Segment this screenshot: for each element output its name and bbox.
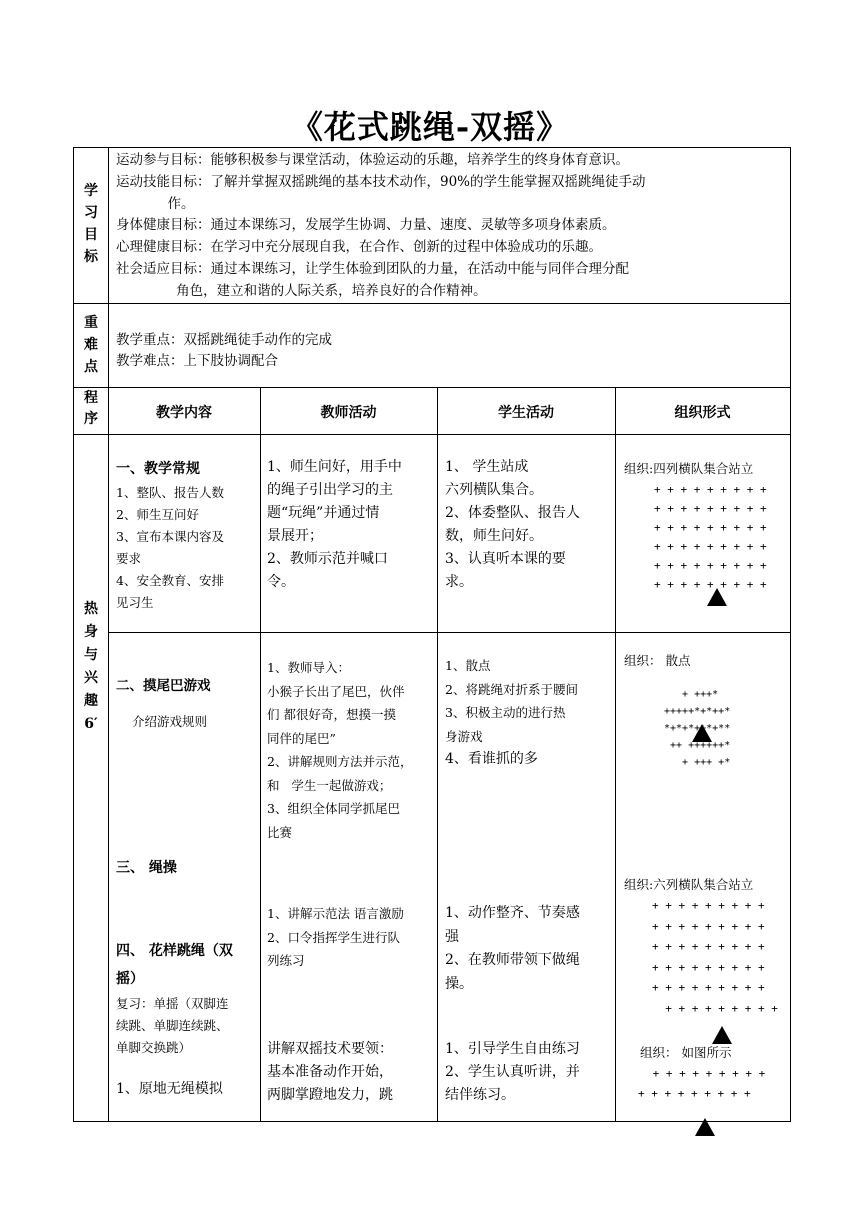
formation-row: + + + + + + + + + bbox=[652, 960, 765, 974]
formation-row: + + + + + + + + + bbox=[654, 521, 767, 534]
list-item: 2、口令指挥学生进行队 bbox=[267, 929, 400, 945]
col-divider bbox=[437, 387, 438, 1122]
formation-row: + + + + + + + + + bbox=[646, 1067, 766, 1080]
list-item: 4、安全教育、安排 bbox=[116, 573, 224, 588]
row4-teacher bbox=[267, 1038, 435, 1107]
list-item: 要求 bbox=[116, 551, 142, 566]
objectives-label: 学习目标 bbox=[84, 183, 98, 265]
row2-student bbox=[445, 654, 613, 772]
list-item: 题“玩绳”并通过情 bbox=[267, 505, 380, 521]
key-point-line: 教学重点：双摇跳绳徒手动作的完成 bbox=[116, 332, 332, 348]
list-item: 3、宣布本课内容及 bbox=[116, 529, 224, 544]
formation-row: +++++*+*++* bbox=[664, 706, 731, 717]
row4-content bbox=[116, 937, 258, 1100]
warmup-label: 热身与兴趣6′ bbox=[84, 601, 98, 732]
formation-row: + + + + + + + + + bbox=[638, 1087, 751, 1100]
formation-row: + +++ +* bbox=[664, 757, 731, 768]
section-subtitle: 介绍游戏规则 bbox=[132, 714, 208, 729]
list-item: 列练习 bbox=[267, 953, 305, 968]
formation-row: + + + + + + + + + bbox=[652, 919, 765, 933]
list-item: 的绳子引出学习的主 bbox=[267, 482, 393, 498]
list-item: 身游戏 bbox=[445, 728, 483, 744]
formation-row: + + + + + + + + + bbox=[654, 483, 767, 496]
list-item: 同伴的尾巴” bbox=[267, 730, 336, 746]
list-item: 2、讲解规则方法并示范， bbox=[267, 754, 413, 769]
list-item: 讲解双摇技术要领： bbox=[267, 1041, 393, 1057]
list-item: 1、引导学生自由练习 bbox=[445, 1041, 580, 1057]
teacher-position-icon bbox=[707, 588, 727, 606]
list-item: 1、师生问好，用手中 bbox=[267, 459, 402, 475]
objective-line: 运动参与目标：能够积极参与课堂活动，体验运动的乐趣，培养学生的终身体育意识。 bbox=[116, 152, 629, 168]
header-organization: 组织形式 bbox=[674, 405, 731, 421]
list-item: 2、将跳绳对折系于腰间 bbox=[445, 681, 578, 697]
list-item: 续跳、单脚连续跳、 bbox=[116, 1018, 229, 1033]
list-item: 比赛 bbox=[267, 824, 293, 840]
list-item: 1、整队、报告人数 bbox=[116, 485, 224, 500]
formation-row: + + + + + + + + + bbox=[652, 981, 765, 994]
org-label: 组织:四列横队集合站立 bbox=[624, 461, 754, 476]
section-title: 三、 绳操 bbox=[116, 860, 177, 876]
list-item: 小猴子长出了尾巴，伙伴 bbox=[267, 683, 405, 699]
row4-student bbox=[445, 1038, 613, 1107]
list-item: 2、教师示范并喊口 bbox=[267, 551, 388, 567]
formation-row: + + + + + + + + + bbox=[654, 502, 767, 515]
row3-student bbox=[445, 902, 613, 996]
list-item: 2、学生认真听讲，并 bbox=[445, 1064, 580, 1080]
section-title: 一、教学常规 bbox=[116, 461, 200, 477]
objective-line: 运动技能目标：了解并掌握双摇跳绳的基本技术动作，90%的学生能掌握双摇跳绳徒手动 bbox=[116, 173, 646, 190]
row1-content bbox=[116, 456, 258, 614]
formation-row: + + + + + + + + + bbox=[652, 899, 765, 912]
row1-organization bbox=[624, 458, 788, 594]
formation-row: + + + + + + + + + bbox=[652, 940, 765, 953]
table-border-left bbox=[73, 147, 74, 1122]
section-title: 摇） bbox=[116, 971, 144, 987]
list-item: 见习生 bbox=[116, 595, 154, 610]
formation-row: + +++* bbox=[664, 689, 719, 700]
list-item: 1、动作整齐、节奏感 bbox=[445, 905, 580, 921]
table-border-bottom bbox=[73, 1121, 791, 1122]
row3-teacher bbox=[267, 902, 435, 973]
row4-organization bbox=[640, 1042, 788, 1104]
objective-line: 身体健康目标：通过本课练习，发展学生协调、力量、速度、灵敏等多项身体素质。 bbox=[116, 217, 616, 234]
list-item: 2、师生互问好 bbox=[116, 507, 199, 522]
list-item: 1、散点 bbox=[445, 658, 491, 673]
row2-organization bbox=[624, 650, 788, 771]
section-title: 二、摸尾巴游戏 bbox=[116, 678, 211, 694]
row1-student bbox=[445, 456, 613, 594]
list-item: 1、教师导入： bbox=[267, 660, 350, 675]
list-item: 3、认真听本课的要 bbox=[445, 551, 566, 567]
list-item: 1、讲解示范法 语言激励 bbox=[267, 906, 404, 921]
teacher-position-icon bbox=[692, 724, 712, 742]
section-title: 四、 花样跳绳（双 bbox=[116, 943, 233, 959]
row3-organization bbox=[624, 874, 788, 1019]
header-teacher: 教师活动 bbox=[320, 405, 377, 421]
row2-content bbox=[116, 676, 258, 733]
formation-row: + + + + + + + + + bbox=[654, 578, 767, 591]
key-points-text bbox=[116, 330, 776, 372]
table-border-right bbox=[790, 147, 791, 1122]
org-label: 组织： 如图所示 bbox=[640, 1045, 732, 1060]
header-content: 教学内容 bbox=[156, 405, 212, 421]
objective-line: 作。 bbox=[116, 195, 195, 212]
teacher-position-icon bbox=[695, 1118, 715, 1136]
row3-content bbox=[116, 858, 258, 879]
list-item: 4、看谁抓的多 bbox=[445, 751, 538, 767]
key-points-label: 重难点 bbox=[84, 315, 98, 375]
row-divider bbox=[73, 387, 791, 388]
list-item: 3、积极主动的进行热 bbox=[445, 705, 566, 720]
page-title: 《花式跳绳-双摇》 bbox=[290, 108, 570, 146]
list-item: 求。 bbox=[445, 574, 473, 590]
objective-line: 角色，建立和谐的人际关系，培养良好的合作精神。 bbox=[116, 282, 487, 299]
row1-teacher bbox=[267, 456, 435, 594]
key-point-line: 教学难点：上下肢协调配合 bbox=[116, 353, 278, 369]
list-item: 操。 bbox=[445, 975, 473, 992]
row-divider bbox=[73, 303, 791, 304]
list-item: 景展开； bbox=[267, 528, 323, 544]
header-student: 学生活动 bbox=[498, 405, 554, 421]
list-item: 数，师生问好。 bbox=[445, 528, 543, 544]
objective-line: 心理健康目标：在学习中充分展现自我，在合作、创新的过程中体验成功的乐趣。 bbox=[116, 239, 602, 256]
list-item: 1、 学生站成 bbox=[445, 459, 529, 475]
col-divider bbox=[615, 387, 616, 1122]
list-item: 复习：单摇（双脚连 bbox=[116, 996, 229, 1011]
list-item: 1、原地无绳模拟 bbox=[116, 1081, 223, 1097]
formation-row: + + + + + + + + + bbox=[654, 559, 767, 572]
list-item: 结伴练习。 bbox=[445, 1087, 515, 1103]
list-item: 基本准备动作开始， bbox=[267, 1064, 393, 1080]
row-divider bbox=[108, 632, 791, 633]
header-procedure: 程序 bbox=[84, 390, 98, 427]
list-item: 和 学生一起做游戏； bbox=[267, 777, 392, 793]
formation-row: + + + + + + + + + bbox=[654, 540, 767, 553]
list-item: 2、体委整队、报告人 bbox=[445, 505, 580, 521]
list-item: 强 bbox=[445, 928, 459, 945]
list-item: 单脚交换跳） bbox=[116, 1040, 192, 1055]
list-item: 们 都很好奇，想摸一摸 bbox=[267, 707, 396, 722]
formation-row: *+*+*++*+** bbox=[664, 723, 731, 734]
formation-row: + + + + + + + + + bbox=[652, 1001, 778, 1015]
row2-teacher bbox=[267, 656, 435, 844]
objective-line: 社会适应目标：通过本课练习，让学生体验到团队的力量，在活动中能与同伴合理分配 bbox=[116, 260, 629, 277]
list-item: 3、组织全体同学抓尾巴 bbox=[267, 801, 400, 816]
col-divider bbox=[108, 147, 109, 1122]
row-divider bbox=[73, 434, 791, 435]
list-item: 两脚掌蹬地发力，跳 bbox=[267, 1087, 393, 1103]
table-border-top bbox=[73, 147, 791, 148]
col-divider bbox=[260, 387, 261, 1122]
formation-row: ++ ++++++* bbox=[664, 740, 731, 751]
org-label: 组织： 散点 bbox=[624, 653, 691, 668]
list-item: 六列横队集合。 bbox=[445, 482, 543, 498]
objectives-text bbox=[116, 150, 788, 303]
list-item: 令。 bbox=[267, 574, 295, 590]
org-label: 组织:六列横队集合站立 bbox=[624, 877, 754, 892]
list-item: 2、在教师带领下做绳 bbox=[445, 952, 580, 968]
